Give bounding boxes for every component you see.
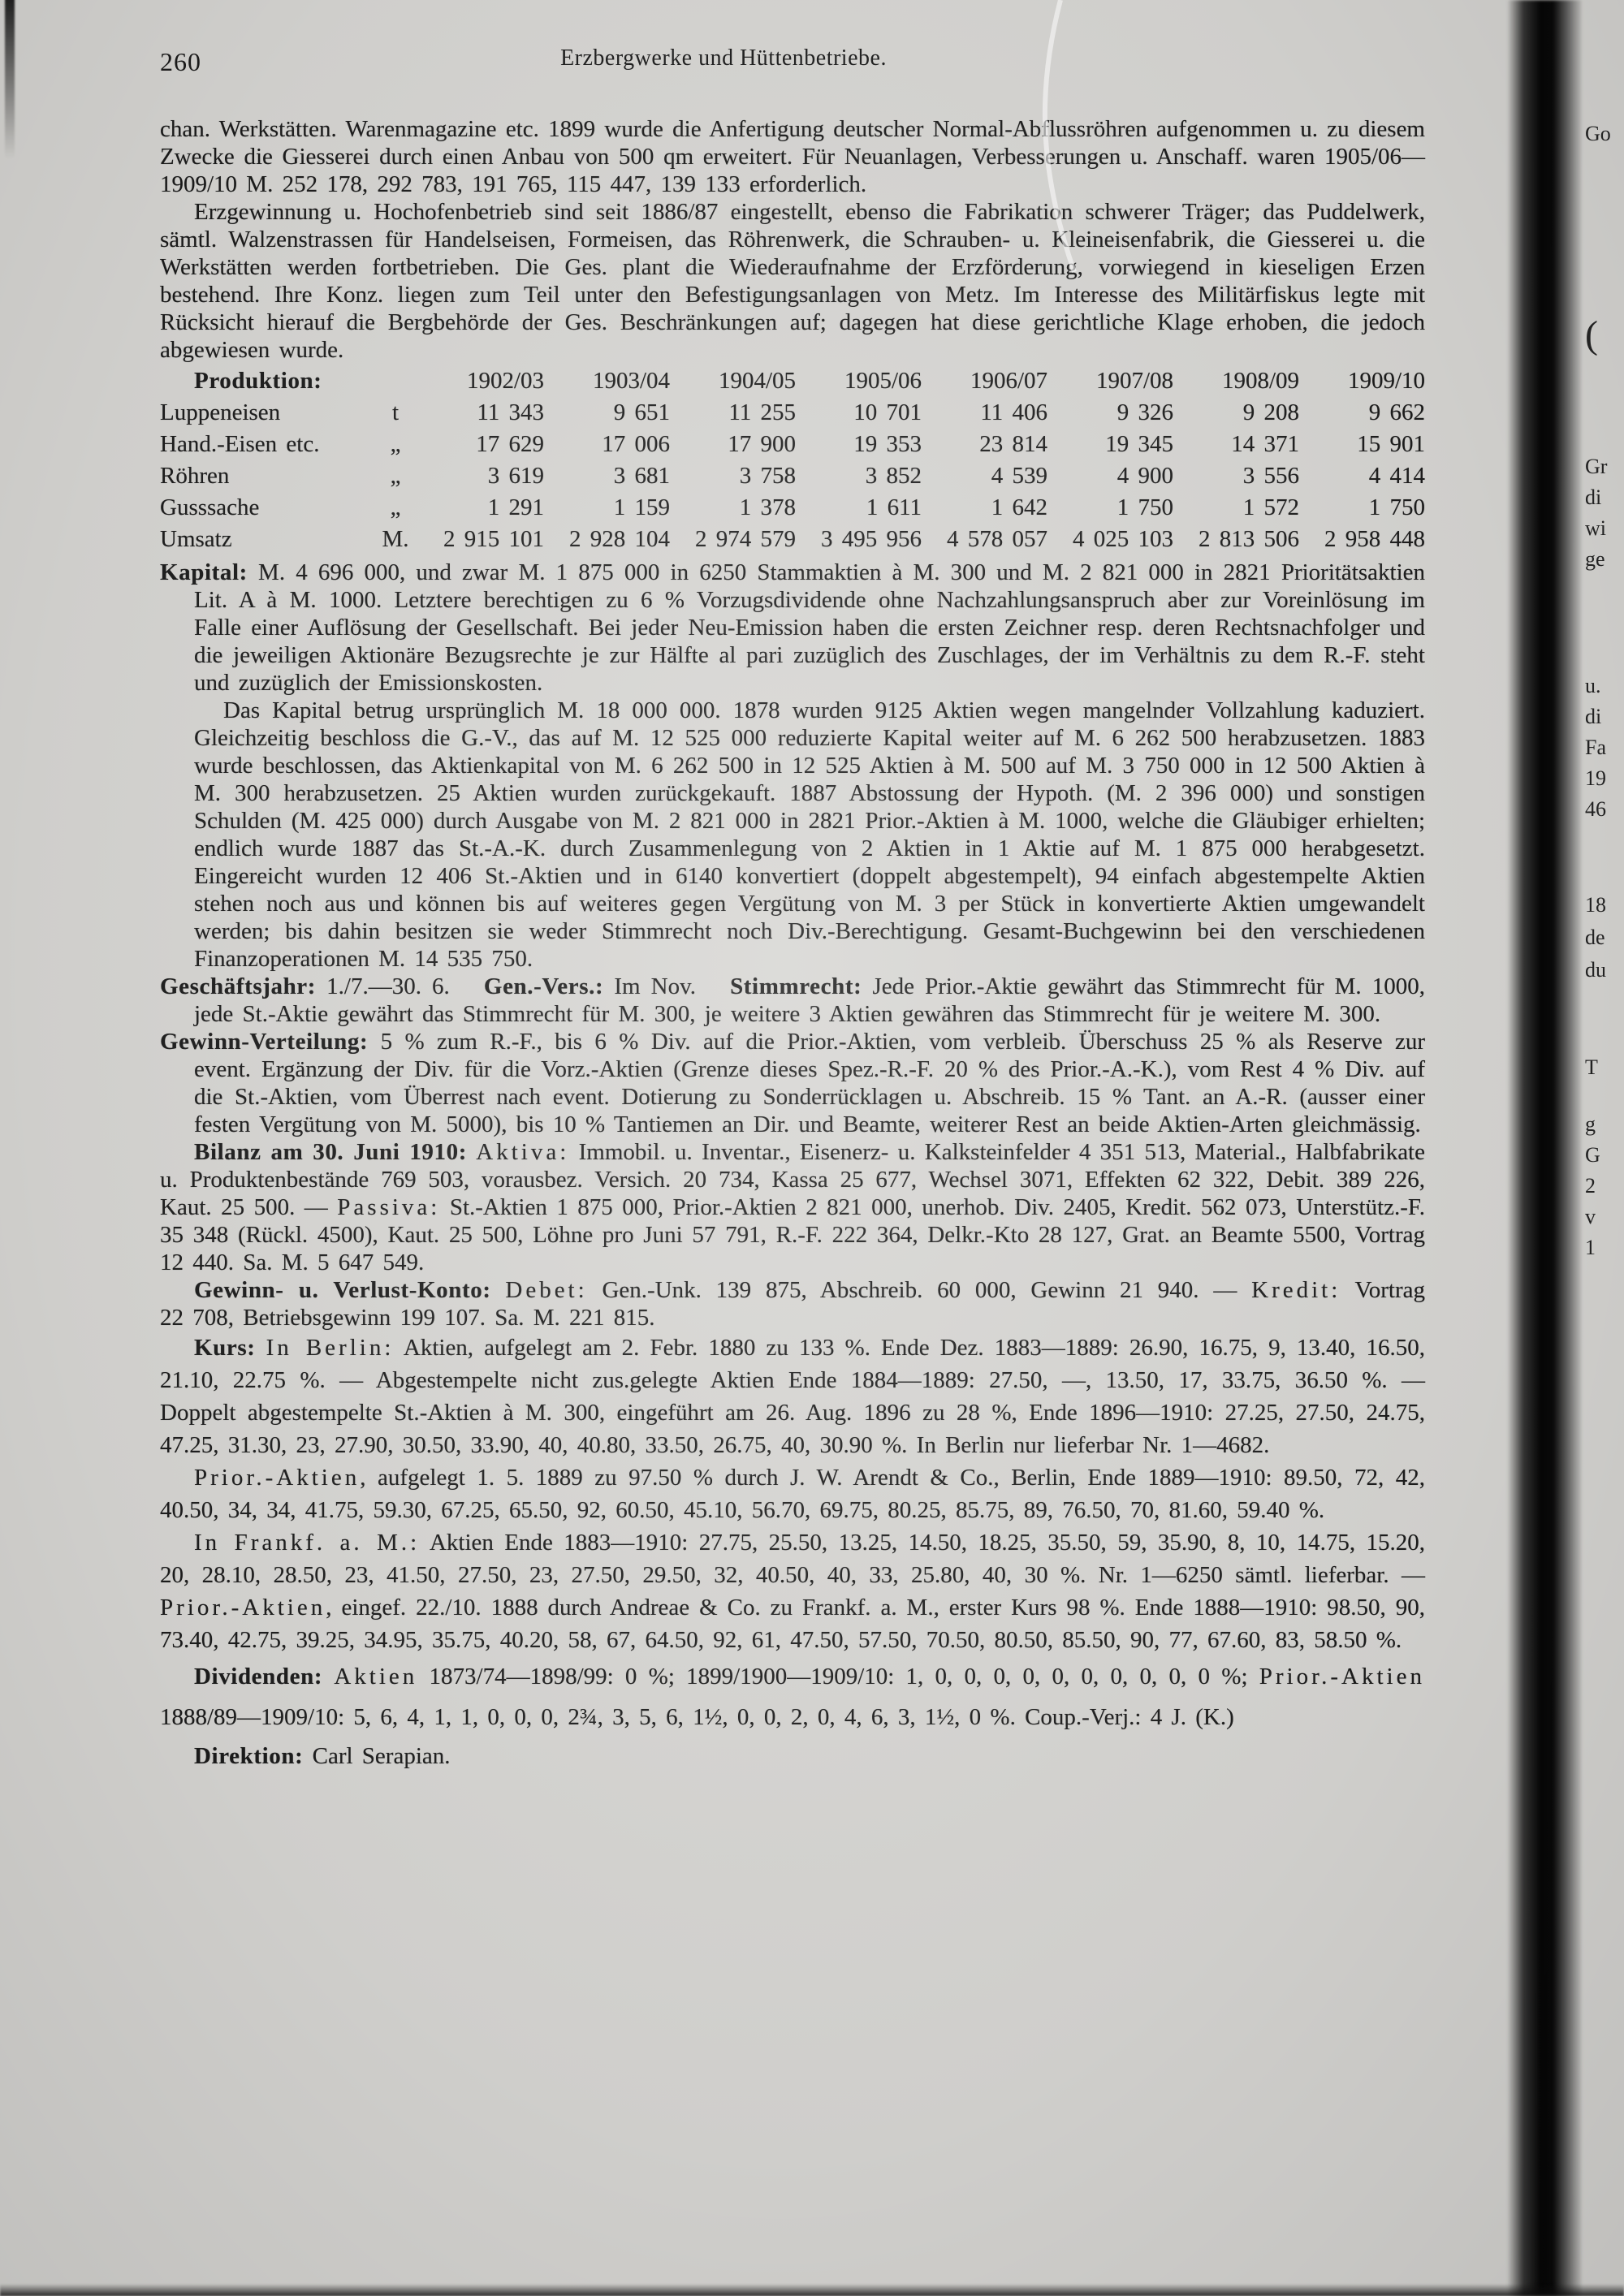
prior-aktien-label: Prior.-Aktien xyxy=(160,1595,326,1621)
value-cell: 17 006 xyxy=(602,431,670,457)
facing-page-fragment: v xyxy=(1585,1205,1596,1228)
paragraph-kapital-history xyxy=(160,697,1425,973)
facing-page-fragment: u. xyxy=(1585,674,1601,697)
aktiva-label: Aktiva: xyxy=(476,1139,570,1165)
table-row xyxy=(160,524,1425,555)
value-cell: 4 578 057 xyxy=(947,526,1047,552)
value-cell: 3 681 xyxy=(613,463,670,489)
text-column xyxy=(160,115,1425,1770)
coup-verj-label: Coup.-Verj.: xyxy=(1025,1704,1142,1730)
gen-vers-label: Gen.-Vers.: xyxy=(483,973,604,999)
year-header: 1904/05 xyxy=(718,368,796,394)
facing-page-fragment: ( xyxy=(1585,313,1598,356)
paragraph-gewinn-verlust-konto xyxy=(160,1276,1425,1331)
value-cell: 2 915 101 xyxy=(443,526,544,552)
row-label: Gusssache xyxy=(160,494,260,520)
paragraph-direktion xyxy=(160,1742,1425,1770)
value-cell: 3 556 xyxy=(1242,463,1299,489)
facing-page-fragment: T xyxy=(1585,1055,1598,1079)
paragraph-text: Das Kapital betrug ursprünglich M. 18 000 000. 1878 wurden 9125 Aktien wegen mangelnder Vollzahlung kaduziert. Gleichzeitig beschloss die G.-V., das auf M. 12 525 000 reduzierte Kapital weiter auf M. 6 262 500 herabzusetzen. 1883 wurde beschlossen, das Aktienkapital von M. 6 262 500 in 12 525 Aktien à M. 500 auf M. 3 750 000 in 12 500 Aktien à M. 300 herabzusetzen. 25 Aktien wurden zurückgekauft. 1887 Abstossung der Hypoth. (M. 2 396 000) und sonstigen Schulden (M. 425 000) durch Ausgabe von M. 2 821 000 in 2821 Prior.-Aktien à M. 1000, welche die Gläubiger erhielten; endlich wurde 1887 das St.-A.-K. durch Zusammenlegung von 2 Aktien in 1 Aktie auf M. 1 875 000 herabgesetzt. Eingereicht wurden 12 406 St.-Aktien und in 6140 konvertiert (doppelt abgestempelt), 94 einfach abgestempelte Aktien stehen noch aus und können bis auf weiteres gegen Vergütung von M. 3 per Stück in konvertierte Aktien umgewandelt werden; bis dahin besitzen sie weder Stimmrecht noch Div.-Berechtigung. Gesamt-Buchgewinn bei den verschiedenen Finanzoperationen M. 14 535 750. xyxy=(194,697,1425,972)
value-cell: 11 255 xyxy=(728,399,796,425)
paragraph-gewinn-verteilung xyxy=(160,1028,1425,1138)
value-cell: 1 159 xyxy=(613,494,670,520)
table-row xyxy=(160,429,1425,460)
paragraph-text: , eingef. 22./10. 1888 durch Andreae & Co. zu Frankf. a. M., erster Kurs 98 %. Ende 1888—1910: 98.50, 90, 73.40, 42.75, 39.25, 34.95, 35.75, 40.20, 58, 67, 64.50, 92, 61, 47.50, 57.50, 70.50, 80.50, 85.50, 90, 77, 67.60, 83, 58.50 %. xyxy=(160,1595,1425,1653)
kredit-label: Kredit: xyxy=(1251,1277,1341,1303)
paragraph-dividenden xyxy=(160,1656,1425,1737)
value-cell: 14 371 xyxy=(1231,431,1299,457)
year-header: 1908/09 xyxy=(1221,368,1299,394)
row-label: Umsatz xyxy=(160,526,232,552)
value-cell: 3 495 956 xyxy=(821,526,922,552)
value-cell: 2 958 448 xyxy=(1324,526,1425,552)
year-header: 1907/08 xyxy=(1095,368,1173,394)
paragraph-continuation xyxy=(160,115,1425,198)
value-cell: 4 025 103 xyxy=(1073,526,1173,552)
value-cell: 1 291 xyxy=(487,494,544,520)
facing-page-fragment: 18 xyxy=(1585,893,1606,917)
table-row xyxy=(160,397,1425,429)
direktion-label: Direktion: xyxy=(194,1743,304,1769)
paragraph-kurs xyxy=(160,1331,1425,1461)
paragraph-text: M. 4 696 000, und zwar M. 1 875 000 in 6250 Stammaktien à M. 300 und M. 2 821 000 in 2821 Prioritätsaktien Lit. A à M. 1000. Letztere berechtigen zu 6 % Vorzugsdividende ohne Nachzahlungsanspruch aber zur Voreinlösung im Falle einer Auflösung der Gesellschaft. Bei jeder Neu-Emission haben die ersten Zeichner resp. deren Rechtsnachfolger und die jeweiligen Aktionäre Bezugsrechte je zur Hälfte al pari zuzüglich des Zuschlages, der im Verhältnis zu dem R.-F. steht und zuzüglich der Emissionskosten. xyxy=(194,559,1425,696)
paragraph-text: 4 J. (K.) xyxy=(1141,1704,1234,1730)
value-cell: 1 642 xyxy=(991,494,1047,520)
paragraph-geschaeftsjahr xyxy=(160,973,1425,1028)
paragraph-text: Jede Prior.-Aktie gewährt das Stimmrecht für M. 1000, jede St.-Aktie gewährt das Stimmrecht für M. 300, je weitere 3 Aktien gewähren das Stimmrecht für je weitere M. 300. xyxy=(194,973,1425,1027)
paragraph-text: Carl Serapian. xyxy=(303,1743,451,1769)
paragraph-text: Im Nov. xyxy=(603,973,731,999)
book-gutter-shadow xyxy=(1507,0,1582,2296)
value-cell: 15 901 xyxy=(1357,431,1425,457)
value-cell: 23 814 xyxy=(979,431,1047,457)
value-cell: 2 928 104 xyxy=(569,526,670,552)
running-title: Erzbergwerke und Hüttenbetriebe. xyxy=(560,45,887,71)
row-unit: M. xyxy=(382,526,409,552)
facing-page-fragment: G xyxy=(1585,1143,1600,1167)
paragraph-text: 1873/74—1898/99: 0 %; 1899/1900—1909/10: 1, 0, 0, 0, 0, 0, 0, 0, 0, 0, 0 %; xyxy=(417,1664,1259,1690)
paragraph-text: Gen.-Unk. 139 875, Abschreib. 60 000, Gewinn 21 940. — xyxy=(587,1277,1252,1303)
page-header xyxy=(160,45,1425,76)
stimmrecht-label: Stimmrecht: xyxy=(730,973,862,999)
paragraph-text: Aktien, aufgelegt am 2. Febr. 1880 zu 133 %. Ende Dez. 1883—1889: 26.90, 16.75, 9, 13.40, 16.50, 21.10, 22.75 %. — Abgestempelte nicht zus.gelegte Aktien Ende 1884—1889: 27.50, —, 13.50, 17, 33.75, 36.50 %. — Doppelt abgestempelte St.-Aktien à M. 300, eingeführt am 26. Aug. 1896 zu 28 %, Ende 1896—1910: 27.25, 27.50, 24.75, 47.25, 31.30, 23, 27.90, 30.50, 33.90, 40, 40.80, 33.50, 26.75, 40, 30.90 %. In Berlin nur lieferbar Nr. 1—4682. xyxy=(160,1335,1426,1458)
value-cell: 11 406 xyxy=(980,399,1047,425)
row-unit: „ xyxy=(390,494,401,520)
value-cell: 1 572 xyxy=(1242,494,1299,520)
aktien-label: Aktien xyxy=(334,1664,418,1690)
facing-page-fragment: 46 xyxy=(1585,797,1606,821)
left-edge-shadow xyxy=(5,0,15,159)
value-cell: 3 619 xyxy=(487,463,544,489)
year-header: 1906/07 xyxy=(970,368,1047,394)
value-cell: 1 611 xyxy=(866,494,922,520)
value-cell: 3 758 xyxy=(739,463,796,489)
value-cell: 10 701 xyxy=(853,399,922,425)
page-number: 260 xyxy=(160,47,201,76)
paragraph-text: , aufgelegt 1. 5. 1889 zu 97.50 % durch J. W. Arendt & Co., Berlin, Ende 1889—1910: 89.50, 72, 42, 40.50, 34, 34, 41.75, 59.30, 67.25, 65.50, 92, 60.50, 45.10, 56.70, 69.75, 80.25, 85.75, 89, 76.50, 70, 81.60, 59.40 %. xyxy=(160,1465,1425,1523)
row-unit: „ xyxy=(390,463,401,489)
page-curl-highlight xyxy=(997,0,1135,276)
table-row xyxy=(160,492,1425,524)
value-cell: 1 750 xyxy=(1116,494,1173,520)
facing-page-fragment: Gr xyxy=(1585,455,1608,478)
dividenden-label: Dividenden: xyxy=(194,1664,323,1690)
paragraph-text: chan. Werkstätten. Warenmagazine etc. 1899 wurde die Anfertigung deutscher Normal-Abflussröhren aufgenommen u. zu diesem Zwecke die Giesserei durch einen Anbau von 500 qm erweitert. Für Neuanlagen, Verbesserungen u. Anschaff. waren 1905/06—1909/10 M. 252 178, 292 783, 191 765, 115 447, 139 133 erforderlich. xyxy=(160,116,1425,197)
debet-label: Debet: xyxy=(505,1277,588,1303)
paragraph-kapital xyxy=(160,559,1425,697)
paragraph-erzgewinnung xyxy=(160,198,1425,364)
in-berlin-label: In Berlin: xyxy=(266,1335,395,1361)
kurs-label: Kurs: xyxy=(194,1335,256,1361)
row-unit: t xyxy=(391,399,400,425)
value-cell: 2 813 506 xyxy=(1199,526,1299,552)
row-label: Röhren xyxy=(160,463,230,489)
value-cell: 11 343 xyxy=(477,399,544,425)
value-cell: 4 539 xyxy=(991,463,1047,489)
facing-page-fragment: Fa xyxy=(1585,736,1606,759)
value-cell: 17 900 xyxy=(728,431,796,457)
facing-page-fragment: Go xyxy=(1585,122,1611,145)
paragraph-bilanz xyxy=(160,1138,1425,1276)
prior-aktien-label: Prior.-Aktien xyxy=(194,1465,361,1491)
kapital-label: Kapital: xyxy=(160,559,248,585)
year-header: 1903/04 xyxy=(592,368,670,394)
value-cell: 9 662 xyxy=(1368,399,1425,425)
passiva-label: Passiva: xyxy=(337,1194,441,1220)
produktion-header-row xyxy=(160,365,1425,397)
value-cell: 19 353 xyxy=(853,431,922,457)
value-cell: 9 651 xyxy=(613,399,670,425)
value-cell: 3 852 xyxy=(865,463,922,489)
value-cell: 1 750 xyxy=(1368,494,1425,520)
bilanz-label: Bilanz am 30. Juni 1910: xyxy=(194,1139,467,1165)
value-cell: 17 629 xyxy=(476,431,544,457)
bottom-edge-shadow xyxy=(0,2284,1624,2296)
row-unit: „ xyxy=(390,431,401,457)
paragraph-text: St.-Aktien 1 875 000, Prior.-Aktien 2 821 000, unerhob. Div. 2405, Kredit. 562 073, Unterstütz.-F. 35 348 (Rückl. 4500), Kaut. 25 500, Löhne pro Juni 57 791, R.-F. 222 364, Delkr.-Kto 28 127, Grat. an Beamte 5500, Vortrag 12 440. Sa. M. 5 647 549. xyxy=(160,1194,1425,1275)
prior-aktien-label: Prior.-Aktien xyxy=(1259,1664,1425,1690)
facing-page-fragment: di xyxy=(1585,705,1602,728)
paragraph-text: Aktien Ende 1883—1910: 27.75, 25.50, 13.25, 14.50, 18.25, 35.50, 59, 35.90, 8, 10, 14.75, 15.20, 20, 28.10, 28.50, 23, 41.50, 27.50, 23, 27.50, 29.50, 32, 40.50, 40, 33, 25.80, 40, 30 %. Nr. 1—6250 sämtl. lieferbar. — xyxy=(160,1530,1426,1588)
frankfurt-label: In Frankf. a. M.: xyxy=(194,1530,421,1556)
value-cell: 2 974 579 xyxy=(695,526,796,552)
gewinn-verteilung-label: Gewinn-Verteilung: xyxy=(160,1029,369,1055)
paragraph-text: 1888/89—1909/10: 5, 6, 4, 1, 1, 0, 0, 0, 2¾, 3, 5, 6, 1½, 0, 0, 2, 0, 4, 6, 3, 1½, 0 %. xyxy=(160,1704,1026,1730)
facing-page-fragment: di xyxy=(1585,486,1602,509)
year-header: 1902/03 xyxy=(466,368,544,394)
facing-page-fragment: wi xyxy=(1585,516,1606,540)
unit-header-cell xyxy=(373,365,418,397)
paragraph-text: 5 % zum R.-F., bis 6 % Div. auf die Prior.-Aktien, vom verbleib. Überschuss 25 % als Reserve zur event. Ergänzung der Div. für die Vorz.-Aktien (Grenze dieses Spez.-R.-F. 20 % des Prior.-A.-K.), vom Rest 4 % Div. auf die St.-Aktien, vom Überrest nach event. Dotierung zu Sonderrücklagen u. Abschreib. 15 % Tant. an A.-R. (ausser einer festen Vergütung von M. 5000), bis 10 % Tantiemen an Dir. und Beamte, weiterer Rest an beide Aktien-Arten gleichmässig. xyxy=(194,1029,1425,1137)
row-label: Hand.-Eisen etc. xyxy=(160,431,320,457)
facing-page-fragment: ge xyxy=(1585,547,1605,571)
produktion-label xyxy=(160,365,373,397)
facing-page-fragment: 19 xyxy=(1585,766,1606,790)
paragraph-prior-aktien xyxy=(160,1461,1425,1526)
paragraph-text: Vortrag 22 708, Betriebsgewinn 199 107. Sa. M. 221 815. xyxy=(160,1277,1425,1331)
year-header: 1905/06 xyxy=(844,368,922,394)
value-cell: 9 208 xyxy=(1242,399,1299,425)
row-label: Luppeneisen xyxy=(160,399,281,425)
value-cell: 4 414 xyxy=(1368,463,1425,489)
paragraph-text: 1./7.—30. 6. xyxy=(316,973,484,999)
value-cell: 19 345 xyxy=(1105,431,1173,457)
year-header: 1909/10 xyxy=(1347,368,1425,394)
produktion-table xyxy=(160,365,1425,555)
guv-label: Gewinn- u. Verlust-Konto: xyxy=(194,1277,491,1303)
facing-page-fragment: 2 xyxy=(1585,1174,1596,1198)
facing-page-fragment: g xyxy=(1585,1112,1596,1136)
value-cell: 4 900 xyxy=(1116,463,1173,489)
paragraph-text: Immobil. u. Inventar., Eisenerz- u. Kalksteinfelder 4 351 513, Material., Halbfabrikate u. Produktenbestände 769 503, vorausbez. Versich. 20 734, Kassa 25 677, Wechsel 3071, Effekten 62 322, Debit. 389 226, Kaut. 25 500. — xyxy=(160,1139,1425,1220)
paragraph-text: Erzgewinnung u. Hochofenbetrieb sind seit 1886/87 eingestellt, ebenso die Fabrikation schwerer Träger; das Puddelwerk, sämtl. Walzenstrassen für Handelseisen, Formeisen, das Röhrenwerk, die Schrauben- u. Kleineisenfabrik, die Giesserei u. die Werkstätten werden fortbetrieben. Die Ges. plant die Wiederaufnahme der Erzförderung, vorwiegend in kieseligen Erzen bestehend. Ihre Konz. liegen zum Teil unter den Befestigungsanlagen von Metz. Im Interesse des Militärfiskus legte mit Rücksicht hierauf die Bergbehörde der Ges. Beschränkungen auf; dagegen hat diese gerichtliche Klage erhoben, die jedoch abgewiesen wurde. xyxy=(160,199,1425,363)
facing-page-fragment: 1 xyxy=(1585,1236,1596,1259)
value-cell: 1 378 xyxy=(739,494,796,520)
facing-page-fragment: de xyxy=(1585,926,1605,949)
facing-page-fragment: du xyxy=(1585,958,1606,982)
geschaeftsjahr-label: Geschäftsjahr: xyxy=(160,973,317,999)
table-row xyxy=(160,460,1425,492)
paragraph-frankfurt xyxy=(160,1526,1425,1656)
produktion-label-text: Produktion: xyxy=(194,368,322,394)
value-cell: 9 326 xyxy=(1116,399,1173,425)
